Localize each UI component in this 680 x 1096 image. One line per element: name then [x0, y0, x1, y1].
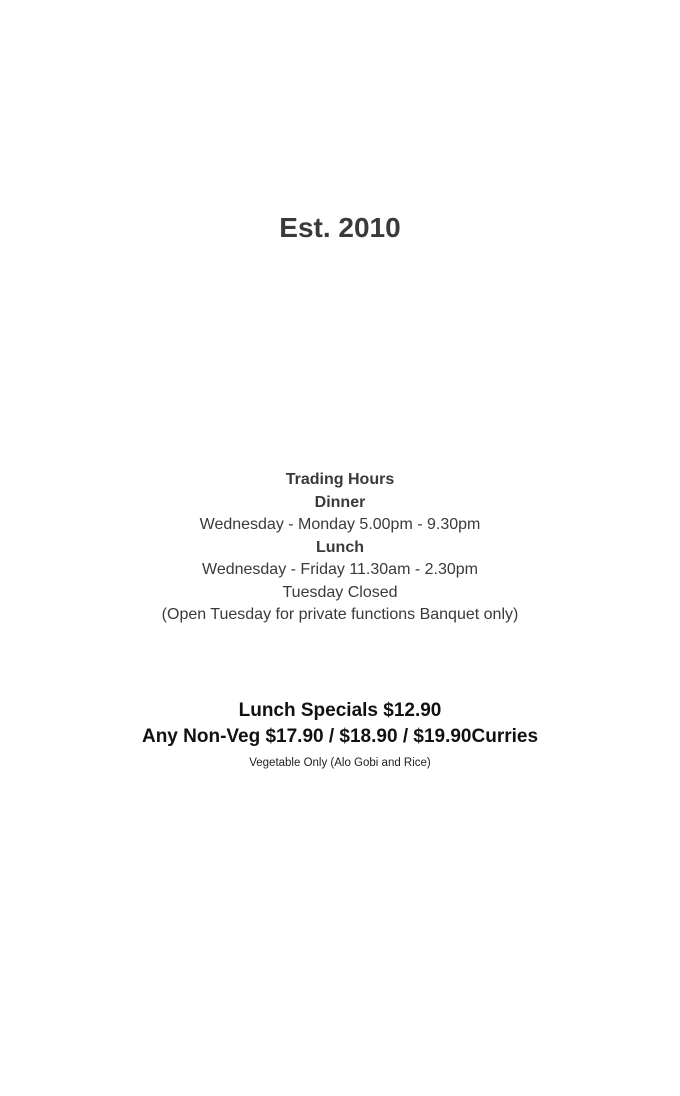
lunch-specials-price: Lunch Specials $12.90 — [238, 700, 442, 721]
lunch-hours: Wednesday - Friday 11.30am - 2.30pm — [202, 561, 478, 578]
specials-section — [0, 698, 680, 771]
lunch-heading: Lunch — [316, 538, 364, 556]
dinner-hours: Wednesday - Monday 5.00pm - 9.30pm — [199, 516, 481, 533]
dinner-heading: Dinner — [314, 493, 366, 511]
private-functions-note: (Open Tuesday for private functions Banquet only) — [161, 606, 519, 623]
non-veg-curries-price: Any Non-Veg $17.90 / $18.90 / $19.90Curries — [141, 726, 539, 747]
trading-hours-section — [0, 469, 680, 627]
closed-note: Tuesday Closed — [282, 583, 398, 601]
vegetable-note: Vegetable Only (Alo Gobi and Rice) — [249, 757, 431, 769]
established-year: Est. 2010 — [279, 212, 401, 243]
trading-hours-title: Trading Hours — [285, 471, 395, 488]
